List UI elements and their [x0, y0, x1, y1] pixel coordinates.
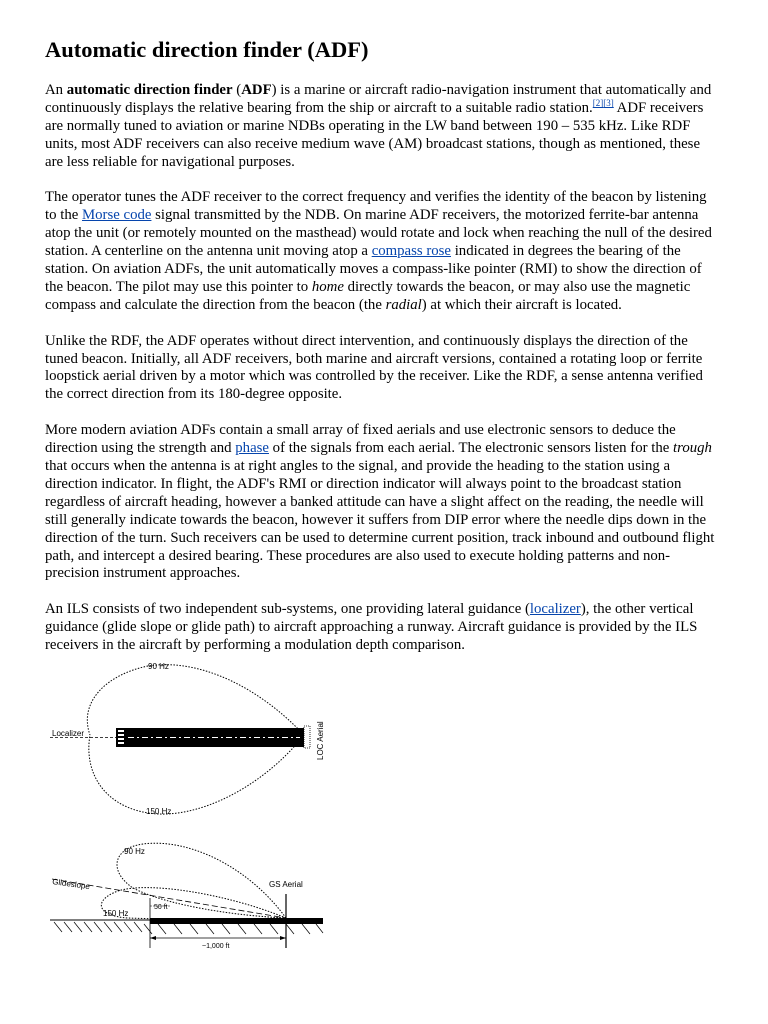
label-localizer: Localizer [52, 729, 85, 738]
citation-link-2[interactable]: [2] [592, 97, 604, 108]
paragraph-ils: An ILS consists of two independent sub-systems, one providing lateral guidance (localizer), the other vertical guidance (glide slope or glide path) to aircraft approaching a runway. Aircraft guidance is provided by the ILS receivers in the aircraft by performing a modulation depth comparison. [45, 601, 698, 654]
glideslope-diagram-svg [48, 836, 328, 960]
runway [150, 918, 323, 924]
link-phase[interactable]: phase [235, 440, 269, 457]
label-loc-aerial: LOC Aerial [316, 721, 325, 760]
link-morse-code[interactable]: Morse code [82, 207, 152, 224]
term-adf: ADF [241, 82, 272, 98]
glideslope-diagram [48, 836, 328, 960]
link-compass-rose[interactable]: compass rose [371, 243, 451, 260]
term-trough: trough [673, 440, 712, 457]
lobe-90hz [87, 665, 304, 735]
term-automatic-direction-finder: automatic direction finder [66, 82, 233, 98]
paragraph-operation: The operator tunes the ADF receiver to the correct frequency and verifies the identity of the beacon by listening to the Morse code signal transmitted by the NDB. On marine ADF receivers, the motorized ferrite-bar antenna atop the unit (or remotely mounted on the masthead) would rotate and lock when reaching the null of the desired station. A centerline on the antenna unit moving atop a compass rose indicated in degrees the bearing of the station. On aviation ADFs, the unit automatically moves a compass-like pointer (RMI) to show the direction of the beacon. The pilot may use this pointer to home directly towards the beacon, or may also use the magnetic compass and calculate the direction from the beacon (the radial) at which their aircraft is located. [45, 189, 712, 313]
loc-aerial-array [304, 726, 310, 748]
citation-link-3[interactable]: [3] [603, 97, 614, 108]
page-title: Automatic direction finder (ADF) [45, 37, 369, 62]
lobe-150hz [101, 888, 286, 920]
label-90hz: 90 Hz [124, 847, 145, 856]
term-radial: radial [385, 296, 422, 313]
label-50ft: 50 ft [154, 904, 168, 911]
label-90hz: 90 Hz [148, 662, 169, 671]
label-glideslope: Glideslope [51, 877, 91, 892]
label-gs-aerial: GS Aerial [269, 880, 303, 889]
paragraph-intro: An automatic direction finder (ADF) is a marine or aircraft radio-navigation instrument that automatically and continuously displays the relative bearing from the ship or aircraft to a suitable radio station.[2][3] ADF receivers are normally tuned to aviation or marine NDBs operating in the LW band between 190 – 535 kHz. Like RDF units, most ADF receivers can also receive medium wave (AM) broadcast stations, though as mentioned, these are less reliable for navigational purposes. [45, 82, 712, 170]
localizer-diagram [48, 656, 328, 826]
article [45, 36, 720, 673]
label-150hz: 150 Hz [103, 909, 129, 918]
localizer-diagram-svg [48, 656, 328, 826]
paragraph-rdf-comparison: Unlike the RDF, the ADF operates without direct intervention, and continuously displays the direction of the tuned beacon. Initially, all ADF receivers, both marine and aircraft versions, contained a rotating loop or ferrite loopstick aerial driven by a motor which was controlled by the receiver. Like the RDF, a sense antenna verified the correct direction from its 180-degree opposite. [45, 332, 703, 403]
paragraph-modern-adf: More modern aviation ADFs contain a small array of fixed aerials and use electronic sensors to deduce the direction using the strength and phase of the signals from each aerial. The electronic sensors listen for the trough that occurs when the antenna is at right angles to the signal, and provide the heading to the station using a direction indicator. In flight, the ADF's RMI or direction indicator will always point to the broadcast station regardless of aircraft heading, however a banked attitude can have a slight affect on the reading, the needle will still generally indicate towards the beacon, however it suffers from DIP error where the needle dips down in the direction of the turn. Such receivers can be used to determine current position, track inbound and outbound flight path, and intercept a desired bearing. These procedures are also used to execute holding patterns and non-precision instrument approaches. [45, 422, 715, 582]
term-home: home [311, 278, 344, 295]
link-localizer[interactable]: localizer [529, 601, 581, 618]
label-150hz: 150 Hz [146, 807, 172, 816]
label-1000ft: ~1,000 ft [202, 943, 230, 950]
